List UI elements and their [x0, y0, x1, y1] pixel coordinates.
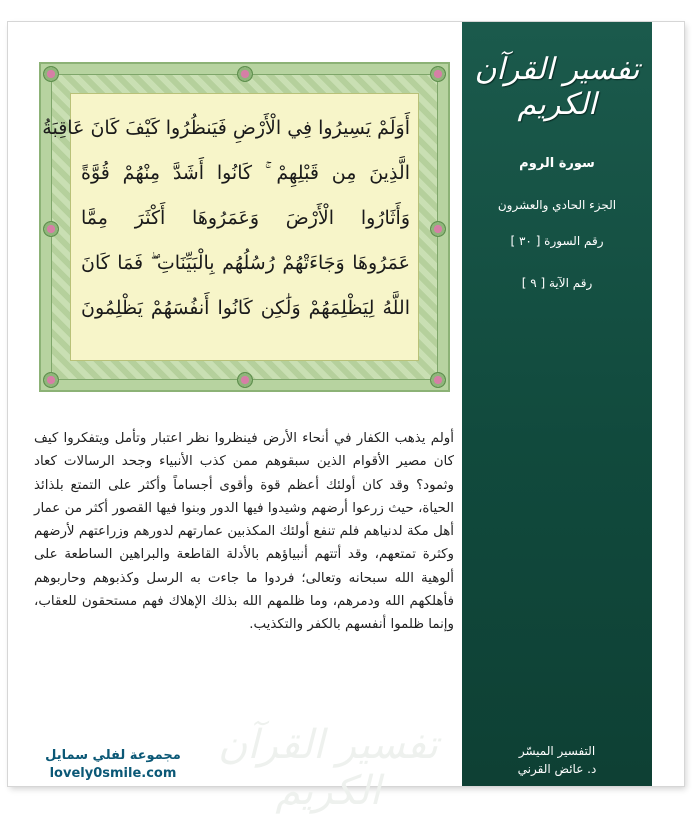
verse-line: عَمَرُوهَا وَجَاءَتْهُمْ رُسُلُهُم بِالْبَيِّنَاتِ ۖ فَمَا كَانَ — [81, 252, 410, 274]
flower-ornament-icon — [430, 66, 446, 82]
tafsir-text: أولم يذهب الكفار في أنحاء الأرض فينظروا نظر اعتبار وتأمل ويتفكروا كيف كان مصير الأقوام الذين سبقوهم ممن كذب الأنبياء وجحد الرسالات كعاد وثمود؟ وقد كان أولئك أعظم قوة وأقوى أجساماً وأكثر على التمتع بلذائذ الحياة، حيث زرعوا أرضهم وشيدوا فيها الدور وبنوا فيها القصور أكثر من عمار أهل مكة لدنياهم فلم تنفع أولئك المكذبين عمارتهم لدورهم وزراعتهم لأرضهم وكثرة تمتعهم، وقد أتتهم أنبياؤهم بالأدلة القاطعة والبراهين الساطعة على ألوهية الله سبحانه وتعالى؛ فردوا ما جاءت به الرسل وكذبوهم وحاربوهم فأهلكهم الله ودمرهم، وما ظلمهم الله بذلك الإهلاك فهم مستحقون للعقاب، وإنما ظلموا أنفسهم بالكفر والتكذيب. — [34, 431, 454, 633]
watermark-url[interactable]: lovely0smile.com — [49, 766, 177, 781]
page-card — [8, 22, 684, 814]
verse-line: الَّذِينَ مِن قَبْلِهِمْ ۚ كَانُوا أَشَدَّ مِنْهُمْ قُوَّةً — [81, 162, 410, 184]
flower-ornament-icon — [430, 372, 446, 388]
author-name: د. عائض القرني — [517, 762, 597, 776]
verse-line: أَوَلَمْ يَسِيرُوا فِي الْأَرْضِ فَيَنظُرُوا كَيْفَ كَانَ عَاقِبَةُ — [42, 117, 410, 139]
flower-ornament-icon — [237, 372, 253, 388]
verse-panel — [42, 93, 419, 361]
flower-ornament-icon — [237, 66, 253, 82]
juz-name: الجزء الحادي والعشرون — [497, 198, 617, 212]
ghost-title-watermark: تفسير القرآن الكريم — [218, 722, 438, 814]
book-title: تفسير القرآن الكريم — [474, 52, 640, 122]
flower-ornament-icon — [430, 221, 446, 237]
surah-number: رقم السورة [ ٣٠ ] — [510, 234, 604, 248]
book-label: التفسير الميسّر — [518, 744, 596, 758]
ayah-number: رقم الآية [ ٩ ] — [521, 276, 593, 290]
watermark-arabic: مجموعة لفلي سمايل — [45, 748, 181, 763]
verse-line: وَأَثَارُوا الْأَرْضَ وَعَمَرُوهَا أَكْثَرَ مِمَّا — [81, 207, 410, 229]
sidebar-edge — [652, 22, 684, 786]
flower-ornament-icon — [43, 66, 59, 82]
flower-ornament-icon — [43, 372, 59, 388]
surah-name: سورة الروم — [519, 156, 595, 171]
sidebar — [462, 22, 652, 786]
flower-ornament-icon — [43, 221, 59, 237]
verse-frame — [39, 62, 450, 392]
verse-line: اللَّهُ لِيَظْلِمَهُمْ وَلَٰكِن كَانُوا أَنفُسَهُمْ يَظْلِمُونَ — [81, 297, 410, 319]
